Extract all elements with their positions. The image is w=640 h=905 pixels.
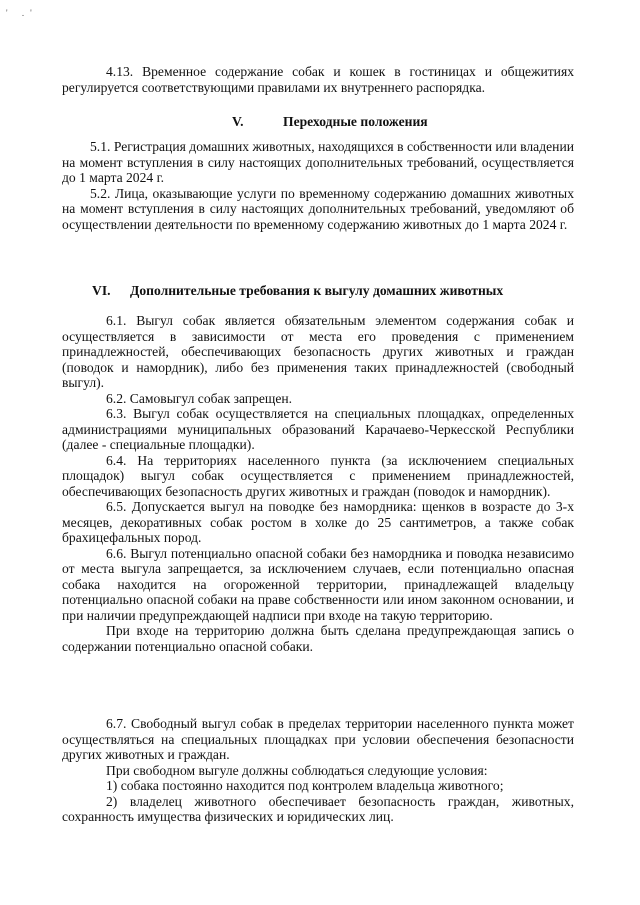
paragraph-6-2: 6.2. Самовыгул собак запрещен. xyxy=(106,390,293,406)
section-5-body xyxy=(62,139,574,232)
paragraph-6-1: 6.1. Выгул собак является обязательным элементом содержания собак и осуществляется в зависимости от места его проведения с применением принадлежностей, обеспечивающих безопасность других животных и граждан (поводок и намордник), либо без применения таких принадлежностей (свободный выгул). xyxy=(62,313,574,390)
paragraph-4-13 xyxy=(62,64,574,95)
section-6-body xyxy=(62,313,574,654)
paragraph-text: 4.13. Временное содержание собак и кошек в гостиницах и общежитиях регулируется соответствующими правилами их внутреннего распорядка. xyxy=(62,64,574,95)
condition-2: 2) владелец животного обеспечивает безопасность граждан, животных, сохранность имущества физических и юридических лиц. xyxy=(62,793,574,824)
paragraph-6-7-conditions: При свободном выгуле должны соблюдаться следующие условия: xyxy=(106,762,488,778)
paragraph-5-1: 5.1. Регистрация домашних животных, находящихся в собственности или владении на момент вступления в силу настоящих дополнительных требований, осуществляется до 1 марта 2024 г. xyxy=(62,139,574,185)
scan-specks: ' .' xyxy=(6,8,38,18)
paragraph-6-5: 6.5. Допускается выгул на поводке без намордника: щенков в возрасте до 3-х месяцев, декоративных собак ростом в холке до 25 сантиметров, а также собак брахицефальных пород. xyxy=(62,499,574,545)
paragraph-6-6: 6.6. Выгул потенциально опасной собаки без намордника и поводка независимо от места выгула запрещается, за исключением случаев, если потенциально опасная собака находится на огороженной территории, принадлежащей владельцу потенциально опасной собаки на праве собственности или ином законном основании, и при наличии предупреждающей надписи при входе на такую территорию. xyxy=(62,545,574,623)
paragraph-6-7-block xyxy=(62,716,574,825)
paragraph-6-3: 6.3. Выгул собак осуществляется на специальных площадках, определенных администрациями муниципальных образований Карачаево-Черкесской Республики (далее - специальные площадки). xyxy=(62,406,574,452)
paragraph-6-6-note: При входе на территорию должна быть сделана предупреждающая запись о содержании потенциально опасной собаки. xyxy=(62,623,574,654)
paragraph-6-4: 6.4. На территориях населенного пункта (за исключением специальных площадок) выгул собак осуществляется с применением принадлежностей, обеспечивающих безопасность других животных и граждан (поводок и намордник). xyxy=(62,452,574,499)
paragraph-5-2: 5.2. Лица, оказывающие услуги по временному содержанию домашних животных на момент вступления в силу настоящих дополнительных требований, уведомляют об осуществлении деятельности по временному содержанию животных до 1 марта 2024 г. xyxy=(62,185,574,232)
section-5-number: V. xyxy=(232,114,244,129)
paragraph-6-7: 6.7. Свободный выгул собак в пределах территории населенного пункта может осуществляться на специальных площадках при условии обеспечения безопасности других животных и граждан. xyxy=(62,716,574,762)
condition-1: 1) собака постоянно находится под контролем владельца животного; xyxy=(106,778,504,793)
section-6-number: VI. xyxy=(92,283,111,298)
section-6-title: Дополнительные требования к выгулу домашних животных xyxy=(130,283,504,298)
section-5-title: Переходные положения xyxy=(283,114,428,129)
